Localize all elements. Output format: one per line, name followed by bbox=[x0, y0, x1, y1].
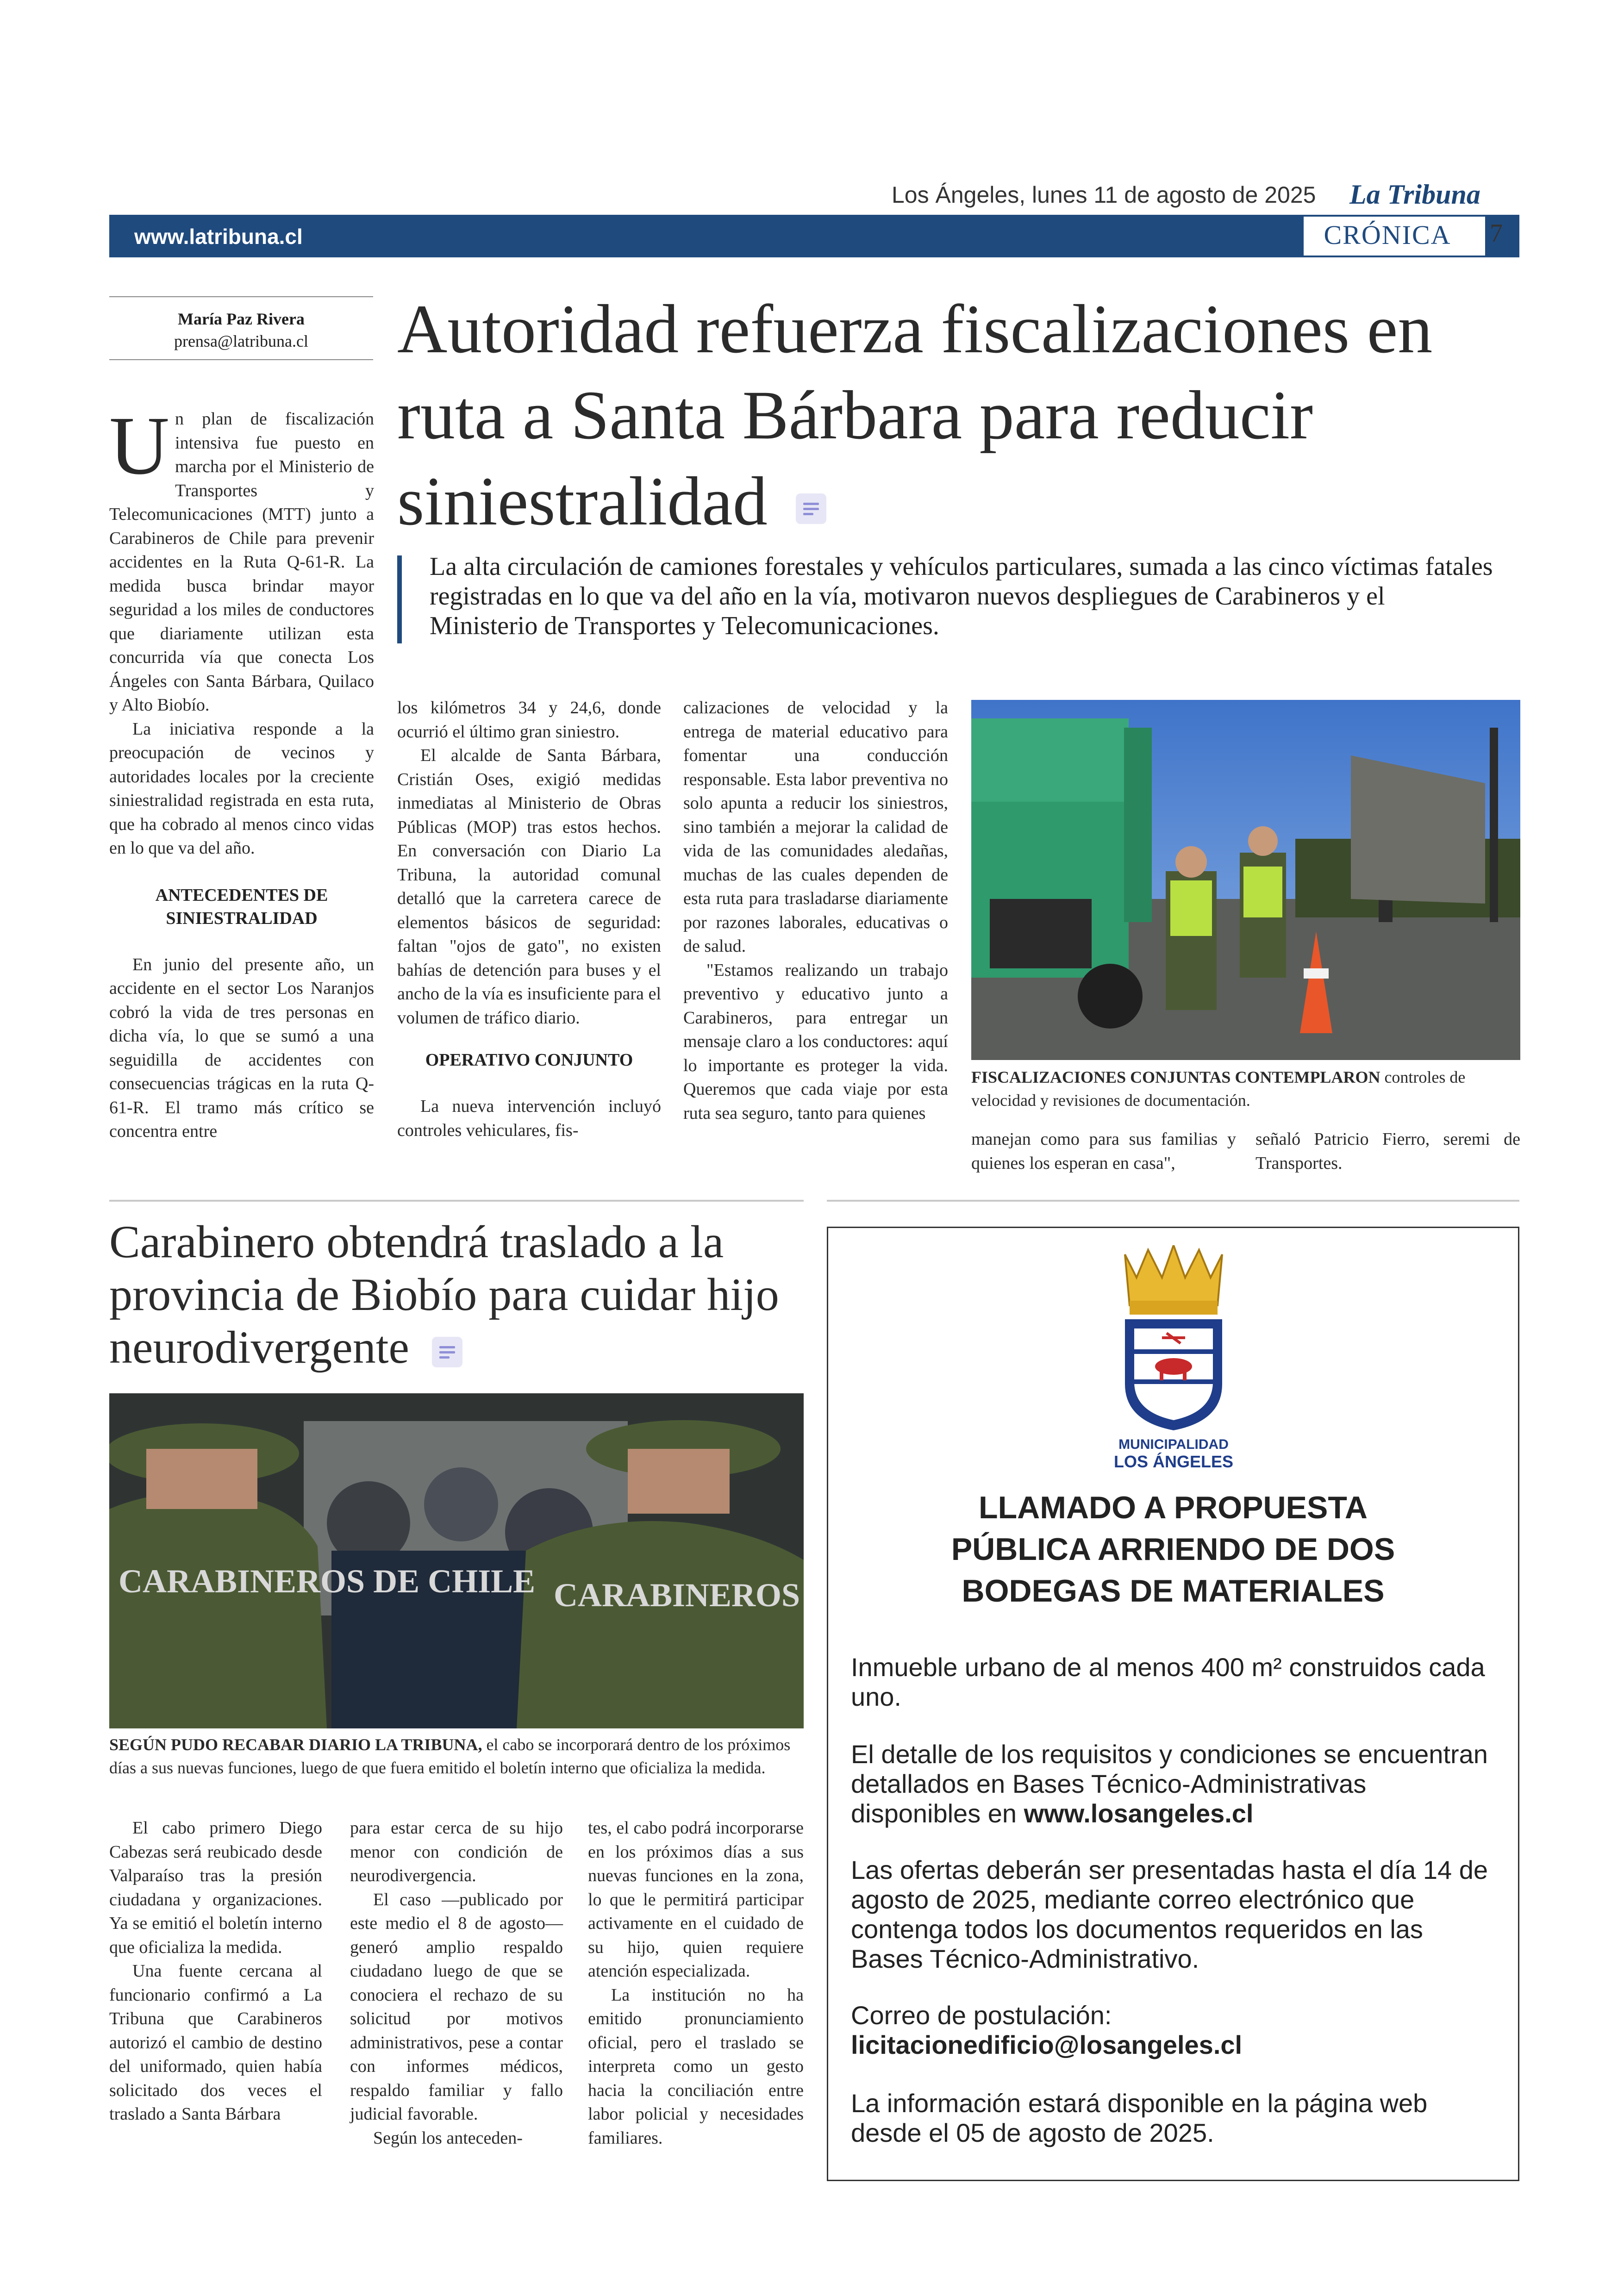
secondary-headline-text: Carabinero obtendrá traslado a la provincia de Biobío para cuidar hijo neurodivergente bbox=[109, 1216, 779, 1373]
ad-title bbox=[827, 1487, 1519, 1612]
article1-column-3 bbox=[683, 696, 948, 1125]
subhead-antecedentes: ANTECEDENTES DE SINIESTRALIDAD bbox=[155, 885, 328, 928]
ad-paragraph-2-text: El detalle de los requisitos y condiciones se encuentran detallados en Bases Técnico-Administrativas disponibles en bbox=[851, 1740, 1488, 1828]
paragraph: El alcalde de Santa Bárbara, Cristián Oses, exigió medidas inmediatas al Ministerio de Obras Públicas (MOP) tras estos hechos. En conversación con Diario La Tribuna, la autoridad comunal detalló que la carretera carece de elementos básicos de seguridad: faltan "ojos de gato", no existen bahías de detención para buses y el ancho de la vía es insuficiente para el volumen de tráfico diario. bbox=[397, 746, 661, 1028]
ad-paragraph-1: Inmueble urbano de al menos 400 m² construidos cada uno. bbox=[851, 1653, 1485, 1711]
caption-text: controles de velocidad y revisiones de documentación. bbox=[971, 1068, 1466, 1110]
paragraph: La nueva intervención incluyó controles vehiculares, fis- bbox=[397, 1097, 661, 1140]
subhead-operativo: OPERATIVO CONJUNTO bbox=[425, 1050, 633, 1070]
lead-paragraph: La alta circulación de camiones forestales y vehículos particulares, sumada a las cinco víctimas fatales registradas en lo que va del año en la vía, motivaron nuevos despliegues de Carabineros y el Ministerio de Transportes y Telecomunicaciones. bbox=[430, 552, 1493, 640]
police-officers-photo bbox=[109, 1393, 804, 1728]
muni-line-1: MUNICIPALIDAD bbox=[1118, 1437, 1229, 1452]
municipal-coat-of-arms-icon bbox=[1116, 1245, 1231, 1435]
ad-website-link[interactable]: www.losangeles.cl bbox=[1024, 1799, 1254, 1828]
muni-line-2: LOS ÁNGELES bbox=[1113, 1452, 1234, 1471]
ad-paragraph-5: La información estará disponible en la página web desde el 05 de agosto de 2025. bbox=[851, 2089, 1428, 2147]
article1-column-4a bbox=[971, 1128, 1236, 1175]
paragraph: tes, el cabo podrá incorporarse en los próximos días a sus nuevas funciones en la zona, lo que le permitirá participar activamente en el cuidado de su hijo, quien requiere atención especializada. bbox=[588, 1818, 804, 1981]
paragraph: manejan como para sus familias y quienes los esperan en casa", bbox=[971, 1129, 1236, 1173]
notes-icon[interactable] bbox=[432, 1337, 462, 1367]
author-name: María Paz Rivera bbox=[178, 310, 305, 328]
ad-paragraph-2 bbox=[851, 1740, 1499, 1828]
paragraph: Según los anteceden- bbox=[373, 2128, 523, 2148]
byline-rule-bottom bbox=[109, 359, 373, 360]
article1-column-1 bbox=[109, 399, 374, 1144]
caption-bold: FISCALIZACIONES CONJUNTAS CONTEMPLARON bbox=[971, 1068, 1380, 1086]
section-divider-right bbox=[827, 1200, 1519, 1202]
ad-email-link[interactable]: licitacionedificio@losangeles.cl bbox=[851, 2030, 1243, 2059]
article2-column-2 bbox=[350, 1816, 563, 2150]
section-divider-left bbox=[109, 1200, 804, 1202]
caption-bold: SEGÚN PUDO RECABAR DIARIO LA TRIBUNA, bbox=[109, 1735, 482, 1754]
article1-column-2 bbox=[397, 696, 661, 1142]
edition-date: Los Ángeles, lunes 11 de agosto de 2025 bbox=[892, 182, 1316, 208]
paragraph: La iniciativa responde a la preocupación de vecinos y autoridades locales por la creciente siniestralidad registrada en esta ruta, que ha cobrado al menos cinco vidas en lo que va del año. bbox=[109, 719, 374, 858]
ad-paragraph-4 bbox=[851, 2001, 1499, 2060]
main-headline-text: Autoridad refuerza fiscalizaciones en ruta a Santa Bárbara para reducir siniestralidad bbox=[397, 291, 1433, 540]
drop-cap: U bbox=[109, 399, 169, 492]
secondary-headline bbox=[109, 1216, 813, 1374]
page-number: 7 bbox=[1490, 219, 1503, 248]
paragraph: El caso —publicado por este medio el 8 de agosto— generó amplio respaldo ciudadano luego de que se conociera el rechazo de su solicitud por motivos administrativos, pese a contar con informes médicos, respaldo familiar y fallo judicial favorable. bbox=[350, 1890, 563, 2124]
municipality-label bbox=[1102, 1437, 1245, 1471]
truck-inspection-photo bbox=[971, 700, 1520, 1060]
paragraph: En junio del presente año, un accidente en el sector Los Naranjos cobró la vida de tres personas en dicha vía, lo que se sumó a una seguidilla de accidentes con consecuencias trágicas en la ruta Q-61-R. El tramo más crítico se concentra entre bbox=[109, 954, 374, 1141]
caption-text: el cabo se incorporará dentro de los próximos días a sus nuevas funciones, luego de que fuera emitido el boletín interno que oficializa la medida. bbox=[109, 1735, 791, 1777]
photo-text-right: CARABINEROS bbox=[554, 1577, 800, 1614]
article2-column-1 bbox=[109, 1816, 322, 2127]
paragraph: los kilómetros 34 y 24,6, donde ocurrió el último gran siniestro. bbox=[397, 698, 661, 742]
photo-text-left: CARABINEROS DE CHILE bbox=[119, 1563, 536, 1600]
paragraph: calizaciones de velocidad y la entrega de material educativo para fomentar una conducción responsable. Esta labor preventiva no solo apunta a reducir los siniestros, sino también a mejorar la calidad de vida de las comunidades aledañas, muchas de las cuales dependen de esta ruta para trasladarse diariamente por razones laborales, educativas o de salud. bbox=[683, 698, 948, 956]
ad-email-label: Correo de postulación: bbox=[851, 2001, 1112, 2030]
website-link[interactable]: www.latribuna.cl bbox=[134, 225, 303, 249]
paragraph: Una fuente cercana al funcionario confirmó a La Tribuna que Carabineros autorizó el cambio de destino del uniformado, quien había solicitado dos veces el traslado a Santa Bárbara bbox=[109, 1961, 322, 2124]
section-label: CRÓNICA bbox=[1324, 220, 1451, 250]
author-email[interactable]: prensa@latribuna.cl bbox=[174, 332, 309, 350]
paragraph: señaló Patricio Fierro, seremi de Transportes. bbox=[1255, 1129, 1520, 1173]
newspaper-logo: La Tribuna bbox=[1349, 179, 1480, 210]
ad-paragraph-3: Las ofertas deberán ser presentadas hasta el día 14 de agosto de 2025, mediante correo electrónico que contenga todos los documentos requeridos en las Bases Técnico-Administrativo. bbox=[851, 1855, 1488, 1973]
notes-icon[interactable] bbox=[796, 493, 826, 524]
photo-caption-1 bbox=[971, 1066, 1520, 1112]
ad-title-text: LLAMADO A PROPUESTA PÚBLICA ARRIENDO DE DOS BODEGAS DE MATERIALES bbox=[951, 1490, 1395, 1609]
article1-column-4b bbox=[1255, 1128, 1520, 1175]
paragraph: n plan de fiscalización intensiva fue puesto en marcha por el Ministerio de Transportes y Telecomunicaciones (MTT) junto a Carabineros de Chile para prevenir accidentes en la Ruta Q-61-R. La medida busca brindar mayor seguridad a los miles de conductores que diariamente utilizan esta concurrida vía que conecta Los Ángeles con Santa Bárbara, Quilaco y Alto Biobío. bbox=[109, 409, 374, 715]
lead-accent-bar bbox=[397, 555, 402, 643]
paragraph: La institución no ha emitido pronunciamiento oficial, pero el traslado se interpreta como un gesto hacia la conciliación entre labor policial y necesidades familiares. bbox=[588, 1985, 804, 2148]
photo-caption-2 bbox=[109, 1733, 804, 1779]
byline-rule-top bbox=[109, 296, 373, 297]
paragraph: "Estamos realizando un trabajo preventivo y educativo junto a Carabineros, para entregar un mensaje claro a los conductores: aquí lo importante es proteger la vida. Queremos que cada viaje por esta ruta sea seguro, tanto para quienes bbox=[683, 960, 948, 1123]
paragraph: para estar cerca de su hijo menor con condición de neurodivergencia. bbox=[350, 1818, 563, 1885]
paragraph: El cabo primero Diego Cabezas será reubicado desde Valparaíso tras la presión ciudadana y organizaciones. Ya se emitió el boletín interno que oficializa la medida. bbox=[109, 1818, 322, 1957]
main-headline bbox=[397, 286, 1518, 544]
article2-column-3 bbox=[588, 1816, 804, 2150]
